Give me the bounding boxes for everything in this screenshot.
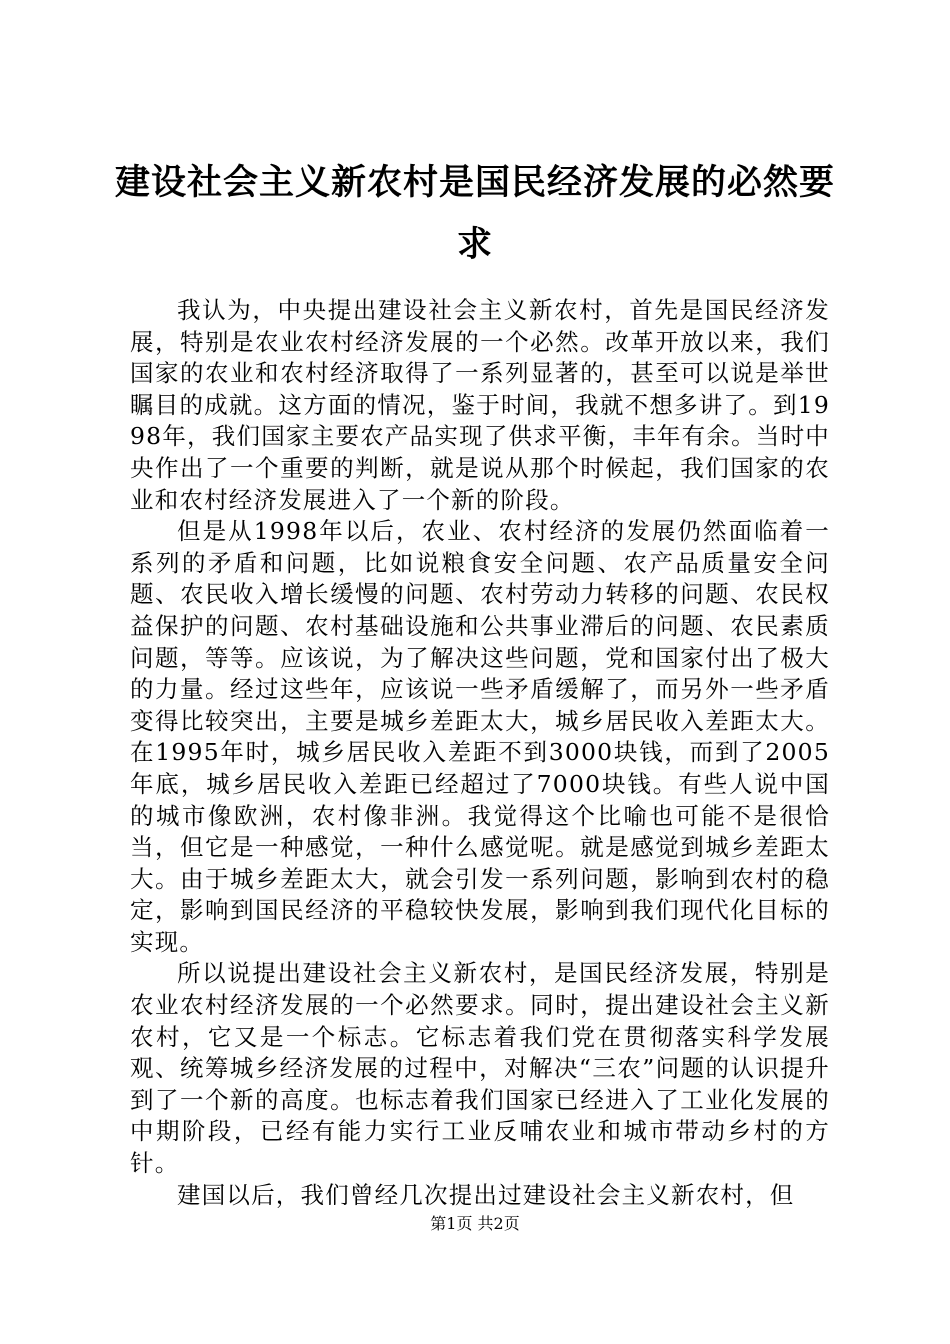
- page-number: 第1页 共2页: [430, 1214, 520, 1233]
- paragraph-4: 建国以后，我们曾经几次提出过建设社会主义新农村，但: [177, 1180, 795, 1209]
- document-title: 建设社会主义新农村是国民经济发展的必然要求: [114, 163, 835, 265]
- page-footer: [0, 1214, 950, 1234]
- paragraph-2: 但是从1998年以后，农业、农村经济的发展仍然面临着一系列的矛盾和问题，比如说粮食安全问题、农产品质量安全问题、农民收入增长缓慢的问题、农村劳动力转移的问题、农民权益保护的问题、农村基础设施和公共事业滞后的问题、农民素质问题，等等。应该说，为了解决这些问题，党和国家付出了极大的力量。经过这些年，应该说一些矛盾缓解了，而另外一些矛盾变得比较突出，主要是城乡差距太大，城乡居民收入差距太大。在1995年时，城乡居民收入差距不到3000块钱，而到了2005年底，城乡居民收入差距已经超过了7000块钱。有些人说中国的城市像欧洲，农村像非洲。我觉得这个比喻也可能不是很恰当，但它是一种感觉，一种什么感觉呢。就是感觉到城乡差距太大。由于城乡差距太大，就会引发一系列问题，影响到农村的稳定，影响到国民经济的平稳较快发展，影响到我们现代化目标的实现。: [130, 517, 830, 956]
- document-body: [130, 295, 830, 1211]
- paragraph-3: 所以说提出建设社会主义新农村，是国民经济发展，特别是农业农村经济发展的一个必然要求。同时，提出建设社会主义新农村，它又是一个标志。它标志着我们党在贯彻落实科学发展观、统筹城乡经济发展的过程中，对解决“三农”问题的认识提升到了一个新的高度。也标志着我们国家已经进入了工业化发展的中期阶段，已经有能力实行工业反哺农业和城市带动乡村的方针。: [130, 959, 830, 1178]
- paragraph-1: 我认为，中央提出建设社会主义新农村，首先是国民经济发展，特别是农业农村经济发展的一个必然。改革开放以来，我们国家的农业和农村经济取得了一系列显著的，甚至可以说是举世瞩目的成就。这方面的情况，鉴于时间，我就不想多讲了。到1998年，我们国家主要农产品实现了供求平衡，丰年有余。当时中央作出了一个重要的判断，就是说从那个时候起，我们国家的农业和农村经济发展进入了一个新的阶段。: [130, 296, 830, 514]
